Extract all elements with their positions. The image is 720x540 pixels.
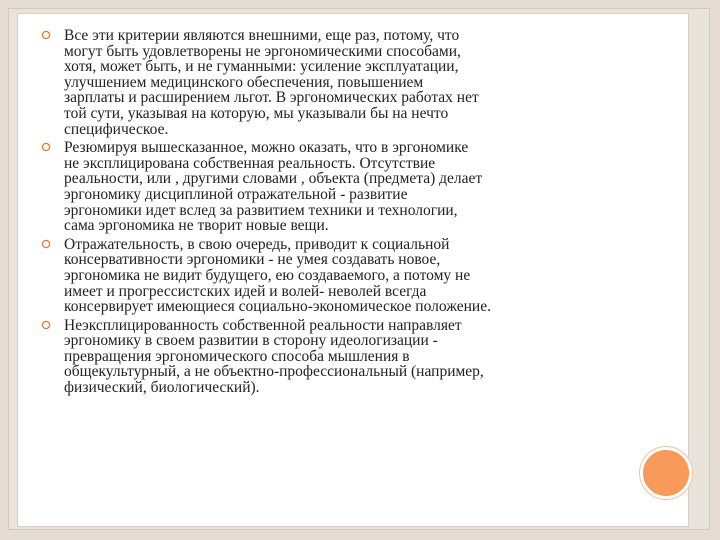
bullet-list	[34, 28, 634, 399]
bullet-text: Неэксплицированность собственной реальности направляет эргономику в своем развитии в сторону идеологизации - превращения эргономического способа мышления в общекультурный, а не объектно-профессиональный (например, физический, биологический).	[64, 316, 484, 397]
bullet-text: Все эти критерии являются внешними, еще раз, потому, что могут быть удовлетворены не эргономическими способами, хотя, может быть, и не гуманными: усиление эксплуатации, улучшением медицинского обеспечения, повышением зарплаты и расширением льгот. В эргономических работах нет той сути, указывая на которую, мы указывали бы на нечто специфическое.	[64, 27, 479, 138]
bullet-item-4	[34, 318, 634, 396]
bullet-item-3	[34, 237, 634, 315]
bullet-item-2	[34, 140, 634, 234]
circle-bullet-icon	[41, 30, 51, 40]
accent-circle-decoration	[640, 447, 692, 499]
bullet-text: Резюмируя вышесказанное, можно оказать, что в эргономике не эксплицирована собственная реальность. Отсутствие реальности, или , другими словами , объекта (предмета) делает эргономику дисциплиной отражательной - развитие эргономики идет вслед за развитием техники и технологии, сама эргономика не творит новые вещи.	[64, 139, 483, 235]
bullet-item-1	[34, 28, 634, 137]
bullet-text: Отражательность, в свою очередь, приводит к социальной консервативности эргономики - не умея создавать новое, эргономика не видит будущего, ею создаваемого, а потому не имеет и прогрессистских идей и волей- неволей всегда консервирует имеющиеся социально-экономическое положение.	[64, 235, 491, 316]
circle-bullet-icon	[41, 239, 51, 249]
circle-bullet-icon	[41, 142, 51, 152]
circle-bullet-icon	[41, 320, 51, 330]
